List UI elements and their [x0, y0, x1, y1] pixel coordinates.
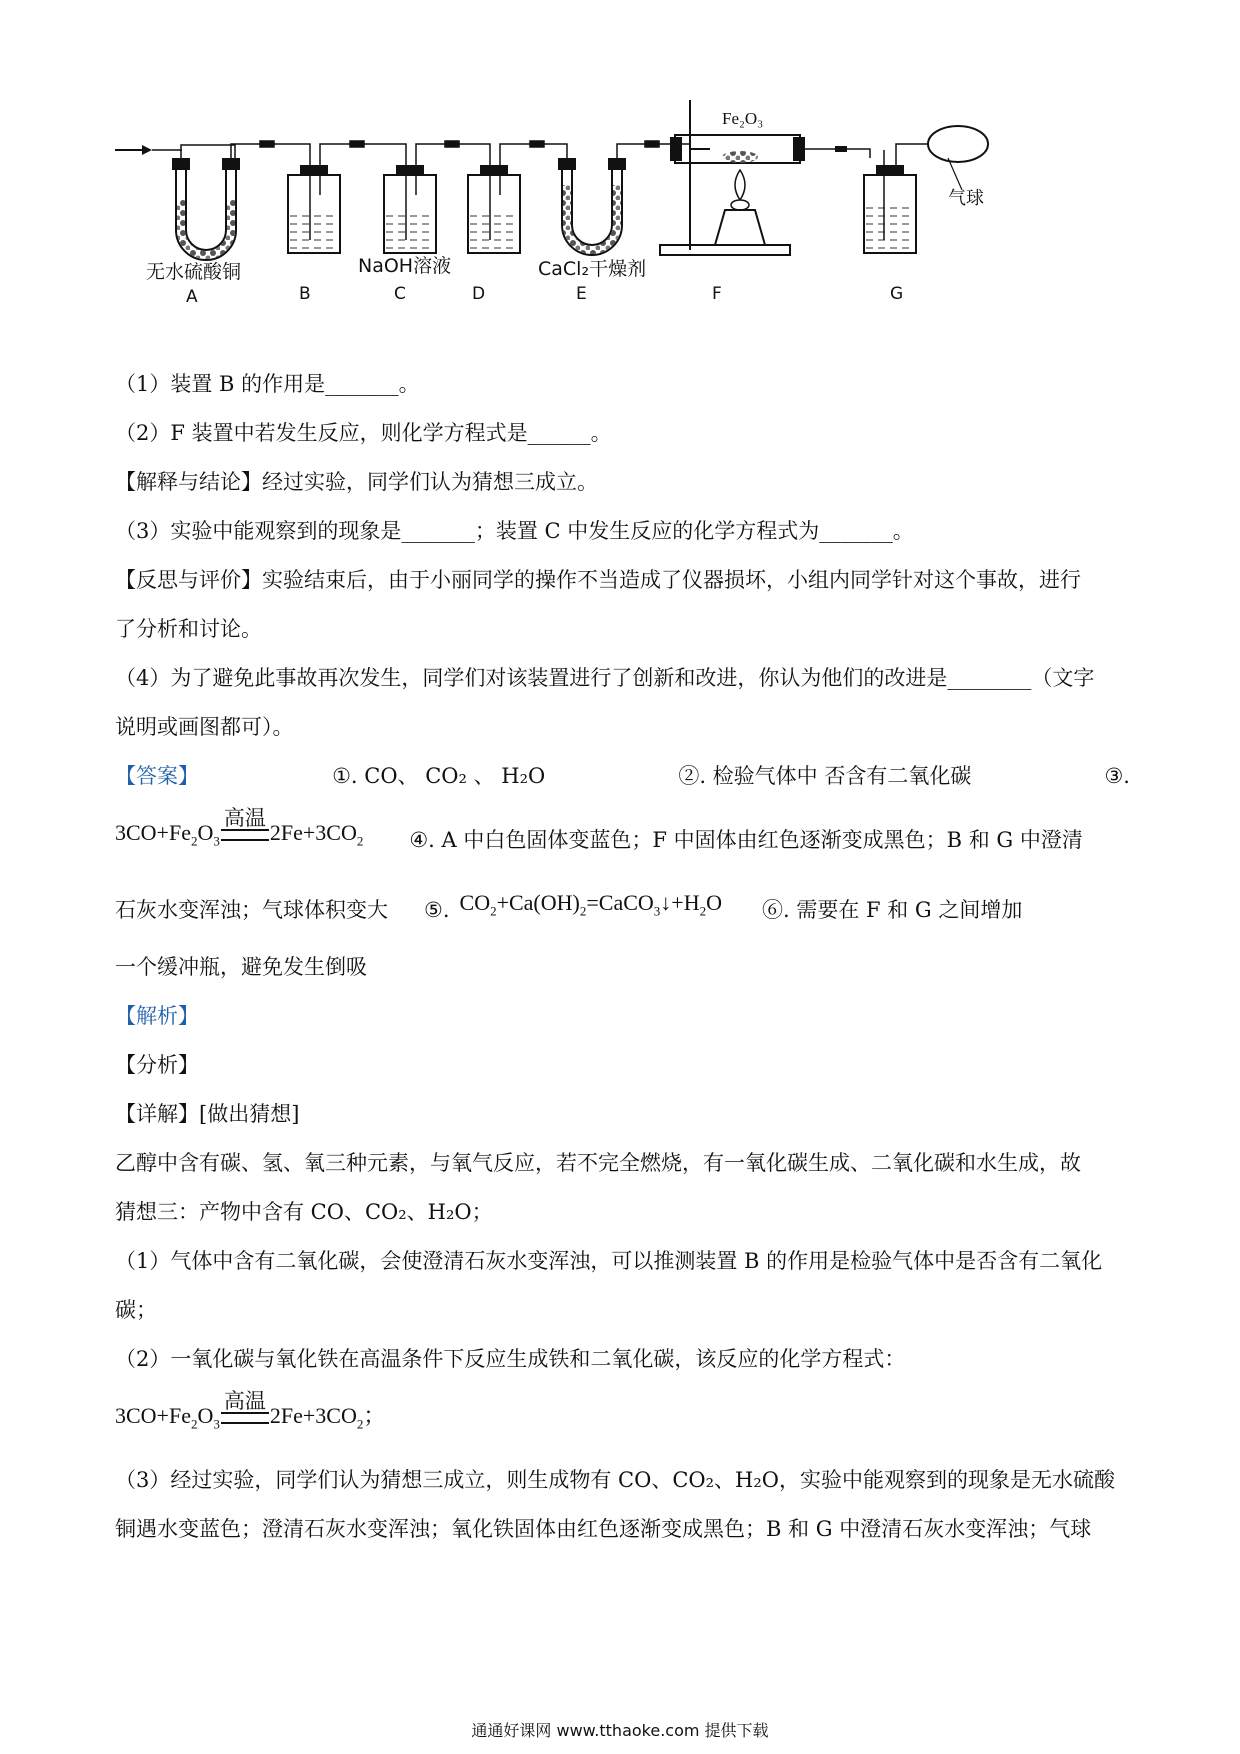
equation-arrow: [221, 805, 269, 841]
equation-arrow-2: [221, 1388, 269, 1424]
detail-line-1: 乙醇中含有碳、氢、氧三种元素，与氧气反应，若不完全燃烧，有一氧化碳生成、二氧化碳和水生成，故: [115, 1151, 1081, 1175]
equation-reduction: $3CO+Fe_2O_3$ 高温 $2Fe+3CO_2$: [115, 805, 364, 848]
apparatus-a-u-tube: [172, 145, 240, 260]
question-3: （3）实验中能观察到的现象是_______；装置 C 中发生反应的化学方程式为_______。: [115, 519, 914, 543]
explanation-heading: 【解释与结论】经过实验，同学们认为猜想三成立。: [115, 470, 598, 494]
inlet-arrow: [115, 145, 182, 155]
answer-line-5: [115, 873, 1130, 943]
label-anhydrous-cuso4: 无水硫酸铜: [146, 261, 242, 283]
letter-c: C: [394, 284, 406, 304]
label-cacl2: CaCl₂干燥剂: [538, 258, 647, 280]
equation-condition-2: 高温: [223, 1388, 266, 1413]
answer-5-marker: ⑤.: [424, 898, 450, 922]
letter-d: D: [472, 284, 486, 304]
connecting-tubes: [231, 141, 690, 158]
label-balloon: 气球: [948, 188, 984, 209]
detail-line-5: （2）一氧化碳与氧化铁在高温条件下反应生成铁和二氧化碳，该反应的化学方程式：: [115, 1347, 906, 1371]
balloon: [928, 126, 988, 190]
answer-equation-line: [115, 801, 1130, 873]
answer-2: ②. 检验气体中 否含有二氧化碳: [678, 764, 972, 788]
answer-tag: 【答案】: [115, 764, 199, 788]
letter-e: E: [576, 284, 587, 304]
detail-line-2: 猜想三：产物中含有 CO、CO₂、H₂O；: [115, 1200, 493, 1224]
detail-line-7: 铜遇水变蓝色；澄清石灰水变浑浊；氧化铁固体由红色逐渐变成黑色；B 和 G 中澄清石灰水变浑浊；气球: [115, 1517, 1092, 1541]
detail-equation-line: [115, 1384, 1130, 1456]
question-1: （1）装置 B 的作用是_______。: [115, 372, 420, 396]
label-fe2o3: Fe₂O₃: [722, 109, 764, 128]
fenxi-tag: 【分析】: [115, 1053, 199, 1077]
question-2: （2）F 装置中若发生反应，则化学方程式是______。: [115, 421, 612, 445]
answer-4-continued: 石灰水变浑浊；气球体积变大: [115, 898, 388, 922]
detail-line-4: 碳；: [115, 1298, 157, 1322]
equation-limewater: $CO_2+Ca(OH)_2=CaCO_3↓+H_2O$: [459, 889, 722, 918]
label-naoh: NaOH溶液: [358, 255, 452, 277]
equation-condition: 高温: [223, 805, 266, 830]
answer-3-marker: ③.: [1104, 764, 1130, 788]
bottle-d: [468, 150, 520, 253]
detail-line-6: （3）经过实验，同学们认为猜想三成立，则生成物有 CO、CO₂、H₂O，实验中能观察到的现象是无水硫酸: [115, 1468, 1115, 1492]
detail-line-3: （1）气体中含有二氧化碳，会使澄清石灰水变浑浊，可以推测装置 B 的作用是检验气体中是否含有二氧化: [115, 1249, 1103, 1273]
letter-a: A: [186, 287, 198, 307]
analysis-tag: 【解析】: [115, 1004, 199, 1028]
apparatus-diagram: [110, 100, 1130, 350]
answer-row: [115, 752, 1130, 801]
answer-6: ⑥. 需要在 F 和 G 之间增加: [761, 898, 1023, 922]
apparatus-f-combustion: [660, 100, 870, 255]
answer-6-continued: 一个缓冲瓶，避免发生倒吸: [115, 955, 367, 979]
answer-4: ④. A 中白色固体变蓝色；F 中固体由红色逐渐变成黑色；B 和 G 中澄清: [409, 828, 1083, 852]
bottle-b: [288, 150, 340, 253]
bottle-c: [384, 150, 436, 253]
answer-1: ①. CO、 CO₂ 、 H₂O: [332, 764, 546, 788]
letter-labels: [186, 284, 903, 307]
reflection-line-1: 【反思与评价】实验结束后，由于小丽同学的操作不当造成了仪器损坏，小组内同学针对这个事故，进行: [115, 568, 1081, 592]
detail-heading: 【详解】[做出猜想]: [115, 1102, 300, 1126]
reflection-line-2: 了分析和讨论。: [115, 617, 262, 641]
bottle-g: [864, 144, 928, 253]
question-4-line-2: 说明或画图都可）。: [115, 715, 294, 739]
question-4-line-1: （4）为了避免此事故再次发生，同学们对该装置进行了创新和改进，你认为他们的改进是________（文字: [115, 666, 1095, 690]
letter-g: G: [890, 284, 904, 304]
equation-reduction-2: $3CO+Fe_2O_3$ 高温 $2Fe+3CO_2$；: [115, 1388, 386, 1431]
letter-f: F: [712, 284, 722, 304]
apparatus-e-u-tube: [558, 158, 626, 255]
letter-b: B: [299, 284, 311, 304]
page-footer: 通通好课网 www.tthaoke.com 提供下载: [471, 1721, 769, 1740]
document-body: [115, 360, 1130, 1554]
